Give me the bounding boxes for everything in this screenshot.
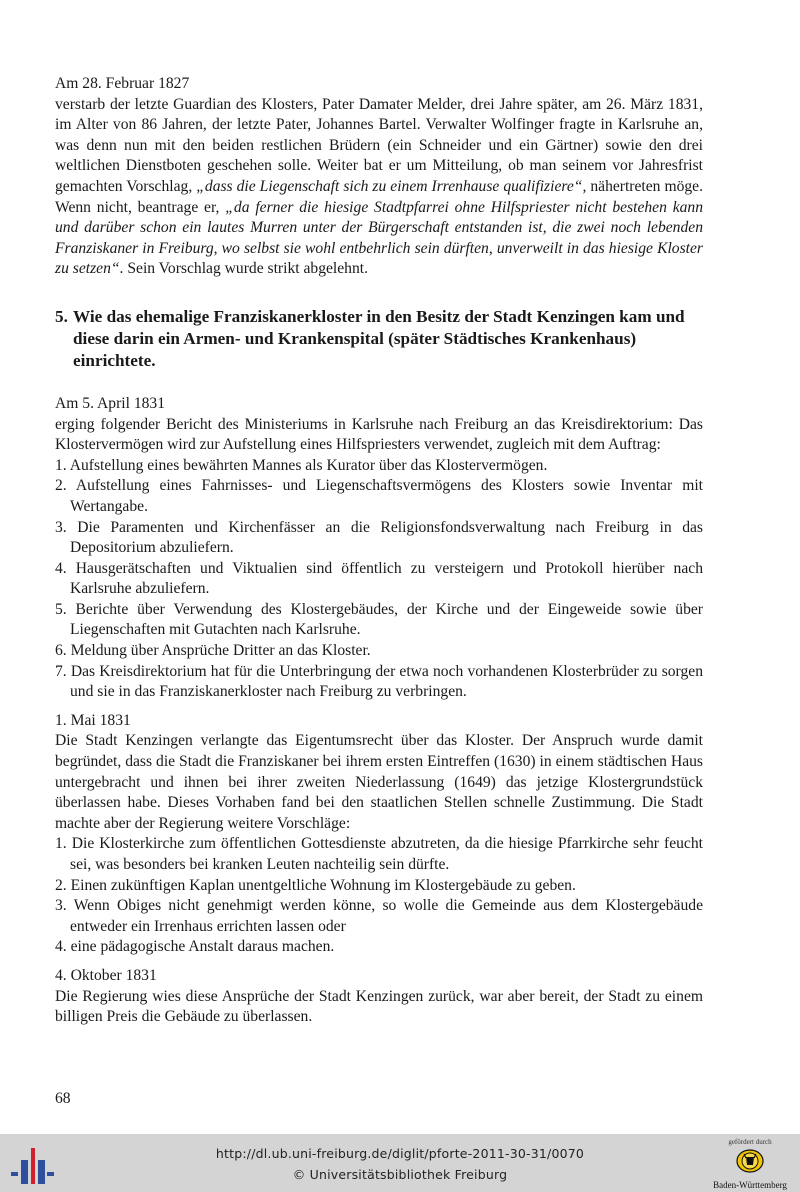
paragraph: erging folgender Bericht des Ministeriums in Karlsruhe nach Freiburg an das Kreisdirektorium: Das Klostervermögen wird zur Aufstellung eines Hilfspriesters verwendet, zugleich mit dem Auftrag: — [55, 415, 703, 454]
section-number: 5. — [55, 306, 68, 326]
funder-badge — [700, 1138, 800, 1190]
spacer — [55, 703, 703, 711]
page-number: 68 — [55, 1090, 71, 1107]
list-item: 4. eine pädagogische Anstalt daraus machen. — [55, 938, 335, 956]
entry-date: 1. Mai 1831 — [55, 711, 131, 729]
entry-date: 4. Oktober 1831 — [55, 966, 157, 984]
paragraph: Die Regierung wies diese Ansprüche der Stadt Kenzingen zurück, war aber bereit, der Stadt zu einem billigen Preis die Gebäude zu überlassen. — [55, 987, 703, 1026]
text-run: verstarb der letzte Guardian des Klosters, Pater Damater Melder, drei Jahre später, am 26. März 1831, im Alter von 86 Jahren, der letzte Pater, Johannes Bartel. Verwalter Wolfinger fragte in Karlsruhe an, was denn nun mit den beiden restlichen Brüdern (ein Schneider und ein Gärtner) sowie den drei weltlichen Dienstboten geschehen solle. Weiter bat er um Mitteilung, ob man seinem vor Jahresfrist gemachten Vorschlag, — [55, 95, 703, 195]
list-item: 2. Aufstellung eines Fahrnisses- und Liegenschaftsvermögens des Klosters sowie Inventar mit Wertangabe. — [55, 477, 703, 515]
list-item: 1. Aufstellung eines bewährten Mannes als Kurator über das Klostervermögen. — [55, 456, 548, 474]
entry-date: Am 28. Februar 1827 — [55, 75, 190, 92]
text-run: nähertreten möge. Wenn nicht, beantrage er, — [55, 177, 704, 216]
list-item: 3. Die Paramenten und Kirchenfässer an die Religionsfondsverwaltung nach Freiburg in das Depositorium abzuliefern. — [55, 518, 703, 557]
baden-wuerttemberg-crest-icon — [736, 1149, 764, 1173]
funder-label: gefördert durch — [728, 1138, 772, 1146]
list-item: 6. Meldung über Ansprüche Dritter an das Kloster. — [55, 642, 371, 660]
list-item: 4. Hausgerätschaften und Viktualien sind öffentlich zu versteigern und Protokoll hierüber nach Karlsruhe abzuliefern. — [55, 559, 703, 598]
text-run: . Sein Vorschlag wurde strikt abgelehnt. — [119, 260, 368, 278]
numbered-list — [55, 456, 703, 703]
quote: „dass die Liegenschaft sich zu einem Irrenhause qualifiziere“, — [196, 177, 587, 195]
list-item: 5. Berichte über Verwendung des Klostergebäudes, der Kirche und der Eingeweide sowie über Liegenschaften mit Gutachten nach Karlsruhe. — [55, 600, 703, 639]
footer-bar — [0, 1134, 800, 1192]
list-item: 1. Die Klosterkirche zum öffentlichen Gottesdienste abzutreten, da die hiesige Pfarrkirche sehr feucht sei, was besonders bei kranken Leuten nachteilig sein dürfte. — [55, 835, 703, 873]
entry-date: Am 5. April 1831 — [55, 394, 166, 412]
section-title: Wie das ehemalige Franziskanerkloster in den Besitz der Stadt Kenzingen kam und diese darin ein Armen- und Krankenspital (später Städtisches Krankenhaus) einrichtete. — [73, 306, 685, 370]
page-body — [55, 74, 703, 1028]
funder-region: Baden-Württemberg — [713, 1180, 787, 1190]
paragraph — [55, 95, 703, 280]
quote: „da ferner die hiesige Stadtpfarrei ohne Hilfspriester nicht bestehen kann und darüber schon ein lautes Murren unter der Bürgerschaft entstanden ist, die zwei noch lebenden Franziskaner in Freiburg, wo selbst sie wohl entbehrlich sein dürften, unverweilt in das hiesige Kloster zu setzen“ — [55, 198, 704, 278]
spacer — [55, 958, 703, 966]
source-url-link[interactable]: http://dl.ub.uni-freiburg.de/diglit/pforte-2011-30-31/0070 — [215, 1146, 585, 1161]
list-item: 3. Wenn Obiges nicht genehmigt werden könne, so wolle die Gemeinde aus dem Klostergebäude entweder ein Irrenhaus errichten lassen oder — [55, 897, 703, 935]
copyright-notice: © Universitätsbibliothek Freiburg — [292, 1167, 508, 1182]
numbered-list — [55, 834, 703, 958]
section-heading — [55, 306, 703, 372]
paragraph: Die Stadt Kenzingen verlangte das Eigentumsrecht über das Kloster. Der Anspruch wurde damit begründet, dass die Stadt die Franziskaner bei ihrem ersten Eintreffen (1630) in einem städtischen Haus untergebracht und ihnen bei ihrer zweiten Niederlassung (1649) das jetzige Klostergrundstück überlassen habe. Dieses Vorhaben fand bei den staatlichen Stellen schnelle Zustimmung. Die Stadt machte aber der Regierung weitere Vorschläge: — [55, 732, 703, 832]
list-item: 2. Einen zukünftigen Kaplan unentgeltliche Wohnung im Klostergebäude zu geben. — [55, 876, 576, 894]
list-item: 7. Das Kreisdirektorium hat für die Unterbringung der etwa noch vorhandenen Klosterbrüder zu sorgen und sie in das Franziskanerkloster nach Freiburg zu verbringen. — [55, 662, 703, 701]
